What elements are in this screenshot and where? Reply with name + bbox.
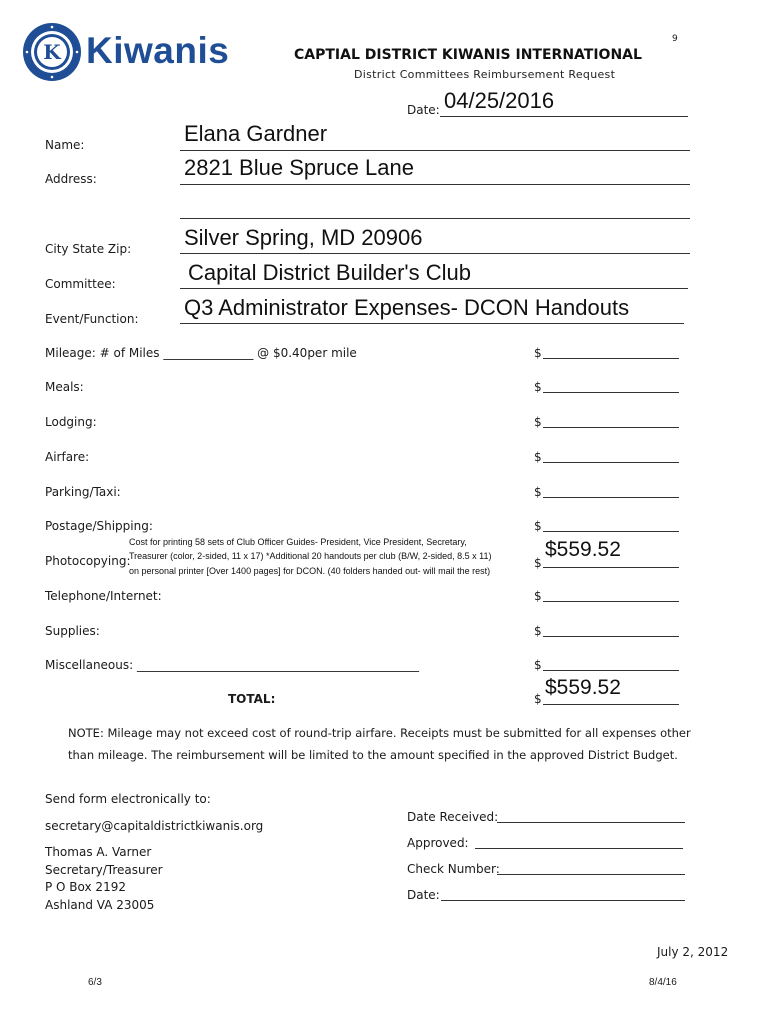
send-heading: Send form electronically to: <box>45 792 211 806</box>
committee-label: Committee: <box>45 277 116 291</box>
page-number: 9 <box>672 34 678 44</box>
photocopying-dollar: $ <box>534 556 542 570</box>
airfare-dollar: $ <box>534 450 542 464</box>
date-value[interactable]: 04/25/2016 <box>444 88 555 113</box>
footer-right: 8/4/16 <box>649 977 677 988</box>
lodging-label: Lodging: <box>45 415 97 429</box>
total-amount[interactable]: $559.52 <box>545 676 621 699</box>
event-value[interactable]: Q3 Administrator Expenses- DCON Handouts <box>184 295 630 320</box>
photocopying-amount-line <box>543 567 679 568</box>
supplies-dollar: $ <box>534 624 542 638</box>
kiwanis-wordmark: Kiwanis <box>86 30 230 71</box>
approved-line[interactable] <box>475 848 683 849</box>
telephone-label: Telephone/Internet: <box>45 589 162 603</box>
supplies-amount-line[interactable] <box>543 636 679 637</box>
date-label: Date: <box>407 103 440 117</box>
committee-line <box>180 288 688 289</box>
postage-dollar: $ <box>534 519 542 533</box>
photocopying-note-line-2: Treasurer (color, 2-sided, 11 x 17) *Additional 20 handouts per club (B/W, 2-sided, 8.5 x 11) <box>129 551 492 561</box>
lodging-amount-line[interactable] <box>543 427 679 428</box>
total-label: TOTAL: <box>228 692 276 706</box>
parking-dollar: $ <box>534 485 542 499</box>
revision-date: July 2, 2012 <box>657 945 729 959</box>
meals-dollar: $ <box>534 380 542 394</box>
airfare-label: Airfare: <box>45 450 90 464</box>
send-city: Ashland VA 23005 <box>45 898 155 912</box>
address-line-2 <box>180 218 690 219</box>
svg-text:K: K <box>43 40 61 64</box>
office-date-label: Date: <box>407 888 440 902</box>
total-dollar: $ <box>534 692 542 706</box>
send-email[interactable]: secretary@capitaldistrictkiwanis.org <box>45 819 264 833</box>
telephone-amount-line[interactable] <box>543 601 679 602</box>
check-number-label: Check Number: <box>407 862 500 876</box>
supplies-label: Supplies: <box>45 624 100 638</box>
mileage-note <box>68 722 708 766</box>
kiwanis-seal-logo <box>22 22 82 82</box>
airfare-amount-line[interactable] <box>543 462 679 463</box>
mileage-amount-line[interactable] <box>543 358 679 359</box>
photocopying-note-line-3: on personal printer [Over 1400 pages] for DCON. (40 folders handed out- will mail the rest) <box>129 566 491 576</box>
misc-dollar: $ <box>534 658 542 672</box>
send-title: Secretary/Treasurer <box>45 863 163 877</box>
form-title: CAPTIAL DISTRICT KIWANIS INTERNATIONAL <box>294 47 642 63</box>
meals-label: Meals: <box>45 380 84 394</box>
city-line <box>180 253 690 254</box>
mileage-label: Mileage: # of Miles _______________ @ $0.40per mile <box>45 346 357 360</box>
mileage-dollar: $ <box>534 346 542 360</box>
name-line <box>180 150 690 151</box>
note-line-2: than mileage. The reimbursement will be limited to the amount specified in the approved District Budget. <box>68 748 678 762</box>
address-label: Address: <box>45 172 97 186</box>
photocopying-amount[interactable]: $559.52 <box>545 538 621 561</box>
date-line <box>440 116 688 117</box>
total-amount-line <box>543 704 679 705</box>
city-value[interactable]: Silver Spring, MD 20906 <box>184 225 423 250</box>
event-line <box>180 323 684 324</box>
city-label: City State Zip: <box>45 242 132 256</box>
postage-amount-line[interactable] <box>543 531 679 532</box>
approved-label: Approved: <box>407 836 469 850</box>
lodging-dollar: $ <box>534 415 542 429</box>
address-value[interactable]: 2821 Blue Spruce Lane <box>184 155 414 180</box>
misc-amount-line[interactable] <box>543 670 679 671</box>
form-subtitle: District Committees Reimbursement Request <box>354 68 616 81</box>
address-line <box>180 184 690 185</box>
telephone-dollar: $ <box>534 589 542 603</box>
note-line-1: NOTE: Mileage may not exceed cost of round-trip airfare. Receipts must be submitted for all expenses other <box>68 726 691 740</box>
name-value[interactable]: Elana Gardner <box>184 121 328 146</box>
committee-value[interactable]: Capital District Builder's Club <box>188 260 471 285</box>
date-received-label: Date Received: <box>407 810 499 824</box>
name-label: Name: <box>45 138 85 152</box>
parking-label: Parking/Taxi: <box>45 485 121 499</box>
parking-amount-line[interactable] <box>543 497 679 498</box>
date-received-line[interactable] <box>497 822 685 823</box>
photocopying-note-line-1: Cost for printing 58 sets of Club Officer Guides- President, Vice President, Secretary, <box>129 537 467 547</box>
event-label: Event/Function: <box>45 312 139 326</box>
footer-left: 6/3 <box>88 977 102 988</box>
photocopying-label: Photocopying: <box>45 554 131 568</box>
check-number-line[interactable] <box>497 874 685 875</box>
meals-amount-line[interactable] <box>543 392 679 393</box>
misc-label: Miscellaneous: _______________________________________________ <box>45 658 419 672</box>
postage-label: Postage/Shipping: <box>45 519 153 533</box>
office-date-line[interactable] <box>441 900 685 901</box>
send-box: P O Box 2192 <box>45 880 126 894</box>
send-name: Thomas A. Varner <box>45 845 152 859</box>
